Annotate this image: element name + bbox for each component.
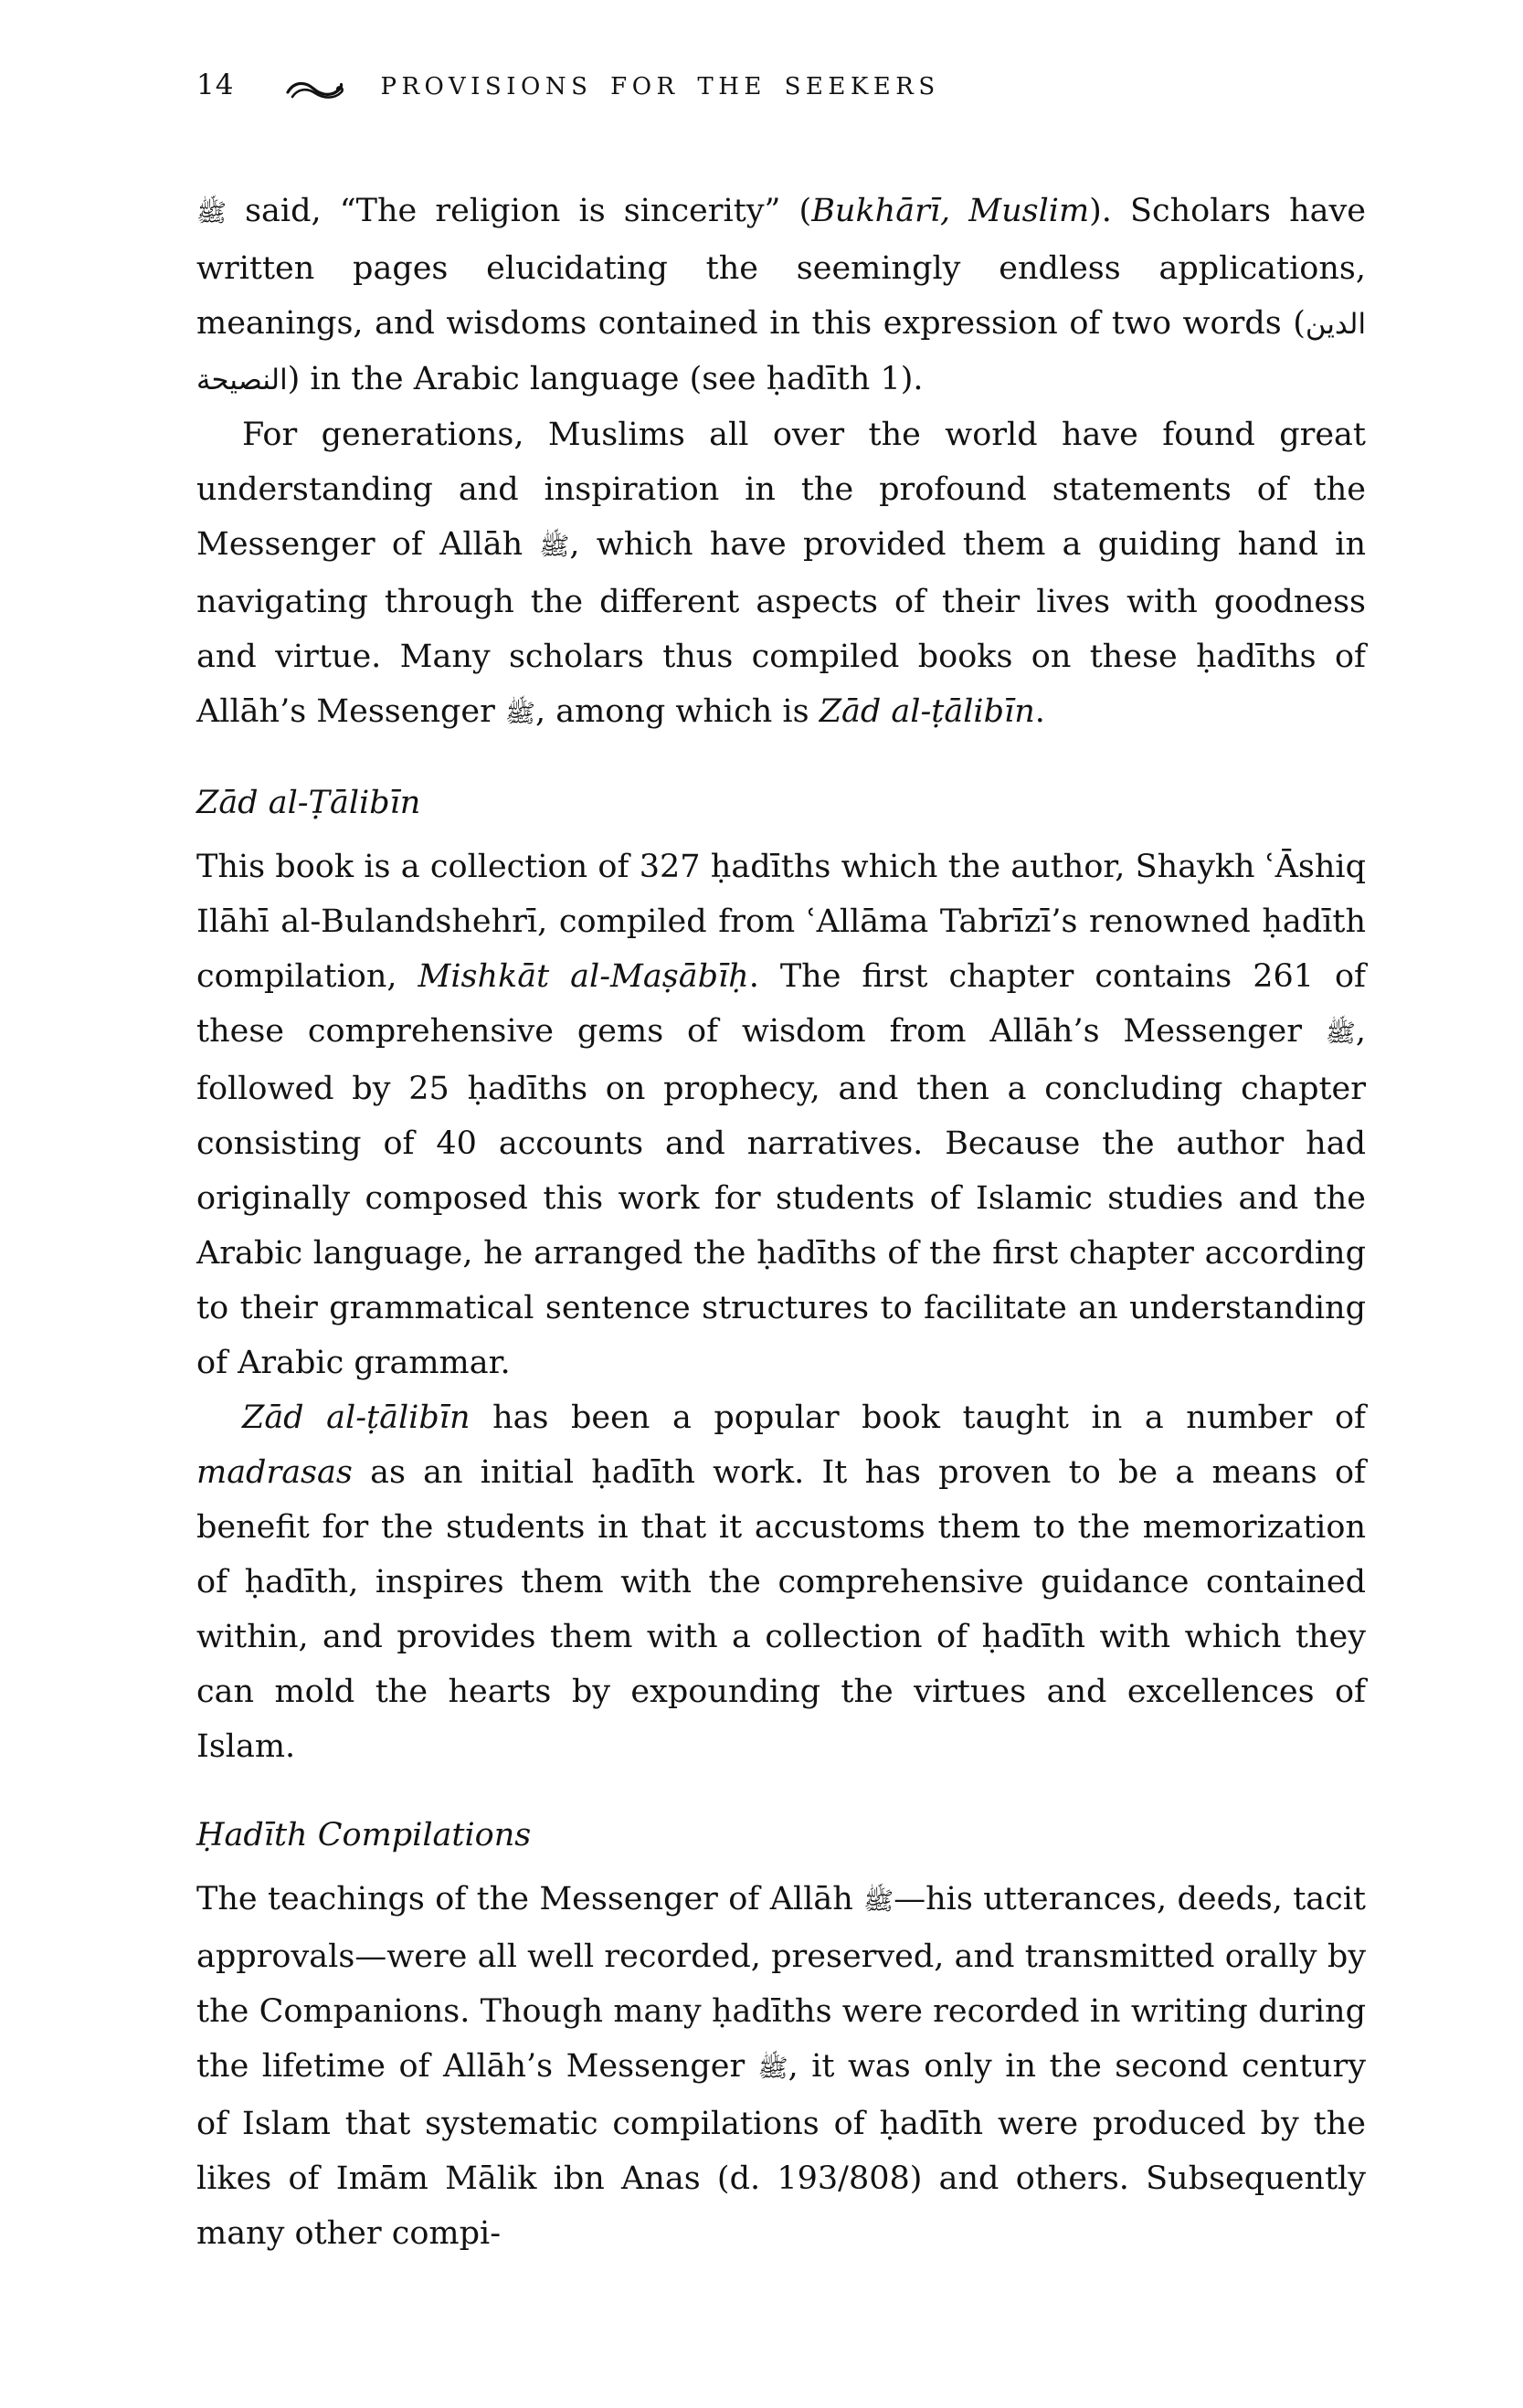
text-segment: as an initial ḥadīth work. It has proven to be a means of benefit for the students in that it accustoms them to the memorization of ḥadīth, inspires them with the comprehensive guidance contained within, and provides them with a collection of ḥadīth with which they can mold the hearts by expounding the virtues and excellences of Islam. <box>196 1454 1366 1765</box>
honorific-symbol: ﷺ <box>757 2054 788 2083</box>
text-segment: Bukhārī, Muslim <box>811 193 1090 229</box>
text-segment: For generations, Muslims all over the world have found great understanding and inspiration in the profound statements of the Messenger of Allāh <box>196 417 1366 563</box>
paragraph-zad-popularity <box>196 1390 1366 1774</box>
honorific-symbol: ﷺ <box>863 1887 894 1916</box>
text-segment: ) in the Arabic language (see ḥadīth 1). <box>287 361 924 397</box>
arabic-phrase: الدين النصيحة <box>196 308 1366 396</box>
text-segment: , it was only in the second century of Islam that systematic compilations of ḥadīth were produced by the likes of Imām Mālik ibn Anas (d. 193/808) and others. Subsequently many other compi- <box>196 2048 1366 2252</box>
text-segment: Ḥadīth Compilations <box>196 1817 532 1854</box>
text-segment: , followed by 25 ḥadīths on prophecy, and then a concluding chapter consisting of 40 accounts and narratives. Because the author had originally composed this work for students of Islamic studies and the Arabic language, he arranged the ḥadīths of the first chapter according to their grammatical sentence structures to facilitate an understanding of Arabic grammar. <box>196 1013 1366 1381</box>
paragraph-zad-description <box>196 840 1366 1390</box>
text-segment: has been a popular book taught in a number of <box>470 1399 1367 1436</box>
running-header <box>196 69 1366 107</box>
honorific-symbol: ﷺ <box>539 533 570 561</box>
text-segment: . <box>1034 693 1045 730</box>
text-segment: . The first chapter contains 261 of these comprehensive gems of wisdom from Allāh’s Messenger <box>196 958 1366 1050</box>
text-segment: said, “The religion is sincerity” ( <box>226 193 812 229</box>
text-segment: Zād al-ṭālibīn <box>242 1399 471 1436</box>
text-segment: madrasas <box>196 1454 353 1491</box>
honorific-symbol: ﷺ <box>505 700 535 728</box>
page-number: 14 <box>196 69 235 101</box>
text-segment: Zād al-Ṭālibīn <box>196 785 421 821</box>
honorific-symbol: ﷺ <box>196 199 227 227</box>
text-segment: —his utterances, deeds, tacit approvals—were all well recorded, preserved, and transmitted orally by the Companions. Though many ḥadīths were recorded in writing during the lifetime of Allāh’s Messenger <box>196 1881 1366 2085</box>
text-segment: , among which is <box>534 693 820 730</box>
honorific-symbol: ﷺ <box>1325 1019 1356 1048</box>
tilde-swash-ornament-icon <box>285 78 345 105</box>
text-segment: The teachings of the Messenger of Allāh <box>196 1881 864 1917</box>
paragraph-religion-is-sincerity <box>196 184 1366 407</box>
heading-zad-al-talibin <box>196 776 1366 830</box>
running-title: PROVISIONS FOR THE SEEKERS <box>380 73 940 100</box>
heading-hadith-compilations <box>196 1808 1366 1863</box>
paragraph-hadith-compilations <box>196 1872 1366 2261</box>
paragraph-for-generations <box>196 407 1366 742</box>
text-segment: This book is a collection of 327 ḥadīths which the author, Shaykh ʿĀshiq Ilāhī al-Bulandshehrī, compiled from ʿAllāma Tabrīzī’s renowned ḥadīth compilation, <box>196 849 1366 995</box>
text-segment: Mishkāt al-Maṣābīḥ <box>418 958 749 995</box>
text-segment: , which have provided them a guiding hand in navigating through the different aspects of their lives with goodness and virtue. Many scholars thus compiled books on these ḥadīths of Allāh’s Messenger <box>196 526 1366 730</box>
page-body <box>196 184 1366 2261</box>
text-segment: Zād al-ṭālibīn <box>819 693 1035 730</box>
text-segment: ). Scholars have written pages elucidating the seemingly endless applications, meanings, and wisdoms contained in this expression of two words ( <box>196 193 1366 342</box>
